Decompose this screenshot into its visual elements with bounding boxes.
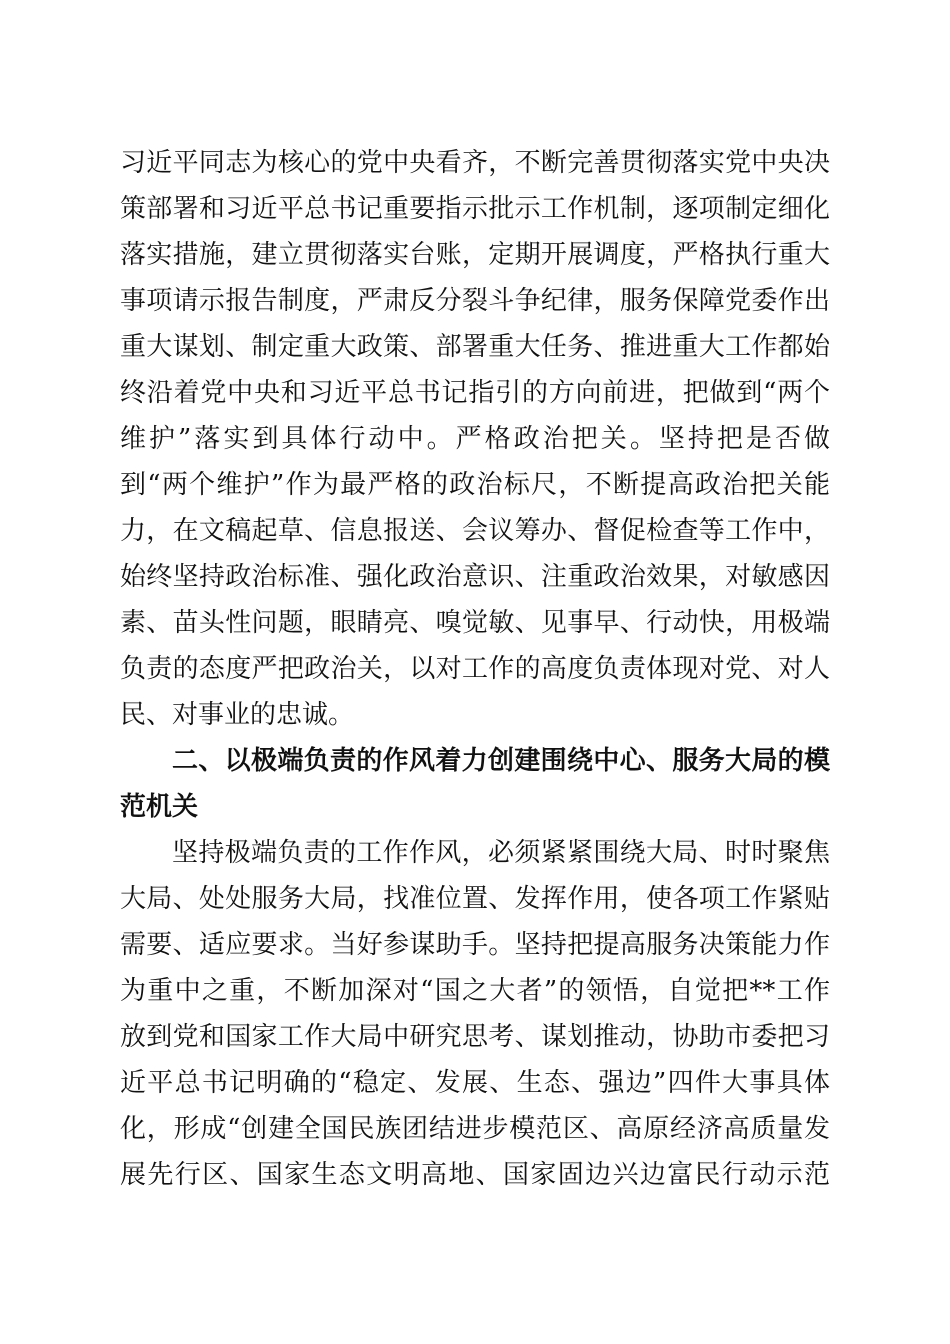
paragraph-2-line-7: 化，形成“创建全国民族团结进步模范区、高原经济高质量发: [120, 1114, 830, 1144]
paragraph-1-line-11: 素、苗头性问题，眼睛亮、嗅觉敏、见事早、行动快，用极端: [120, 608, 830, 638]
section-heading-line-2: 范机关: [120, 792, 199, 822]
paragraph-1-line-10: 始终坚持政治标准、强化政治意识、注重政治效果，对敏感因: [120, 562, 830, 592]
paragraph-2-line-6: 近平总书记明确的“稳定、发展、生态、强边”四件大事具体: [120, 1068, 830, 1098]
paragraph-1-line-6: 终沿着党中央和习近平总书记指引的方向前进，把做到“两个: [120, 378, 830, 408]
paragraph-2-line-4: 为重中之重，不断加深对“国之大者”的领悟，自觉把**工作: [120, 976, 830, 1006]
paragraph-2-line-3: 需要、适应要求。当好参谋助手。坚持把提高服务决策能力作: [120, 930, 830, 960]
paragraph-1-line-9: 力，在文稿起草、信息报送、会议筹办、督促检查等工作中，: [120, 516, 830, 546]
paragraph-2-line-2: 大局、处处服务大局，找准位置、发挥作用，使各项工作紧贴: [120, 884, 830, 914]
section-heading-line-1: 二、以极端负责的作风着力创建围绕中心、服务大局的模: [172, 746, 830, 776]
paragraph-2-line-8: 展先行区、国家生态文明高地、国家固边兴边富民行动示范: [120, 1160, 830, 1190]
paragraph-1-line-7: 维护”落实到具体行动中。严格政治把关。坚持把是否做: [120, 424, 830, 454]
paragraph-1-line-4: 事项请示报告制度，严肃反分裂斗争纪律，服务保障党委作出: [120, 286, 830, 316]
paragraph-1-line-12: 负责的态度严把政治关，以对工作的高度负责体现对党、对人: [120, 654, 830, 684]
paragraph-1-line-2: 策部署和习近平总书记重要指示批示工作机制，逐项制定细化: [120, 194, 830, 224]
paragraph-2-line-5: 放到党和国家工作大局中研究思考、谋划推动，协助市委把习: [120, 1022, 830, 1052]
paragraph-1-line-5: 重大谋划、制定重大政策、部署重大任务、推进重大工作都始: [120, 332, 830, 362]
paragraph-1-line-8: 到“两个维护”作为最严格的政治标尺，不断提高政治把关能: [120, 470, 830, 500]
paragraph-1-line-3: 落实措施，建立贯彻落实台账，定期开展调度，严格执行重大: [120, 240, 830, 270]
paragraph-1-line-1: 习近平同志为核心的党中央看齐，不断完善贯彻落实党中央决: [120, 148, 830, 178]
paragraph-2-line-1: 坚持极端负责的工作作风，必须紧紧围绕大局、时时聚焦: [172, 838, 830, 868]
paragraph-1-line-13: 民、对事业的忠诚。: [120, 700, 355, 730]
